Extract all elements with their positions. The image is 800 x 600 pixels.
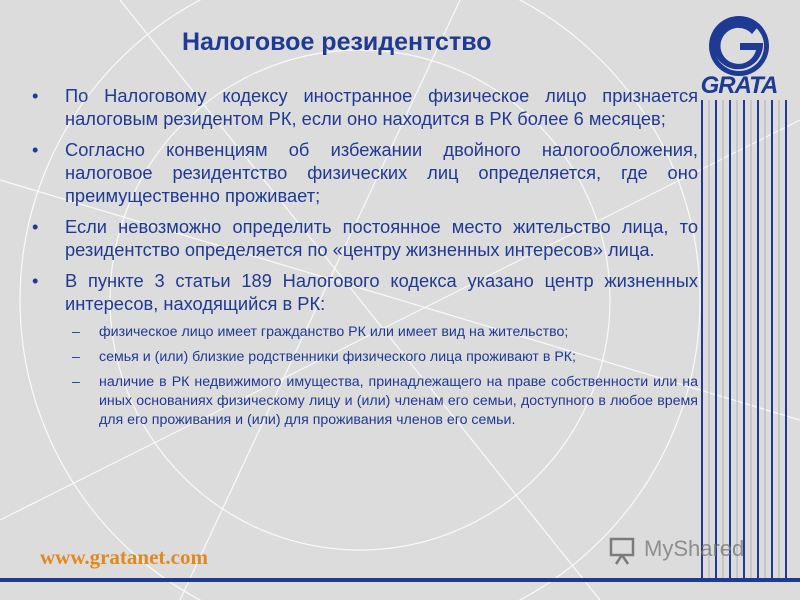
sub-bullet-mark: –	[72, 349, 80, 365]
bullet-mark: •	[32, 85, 39, 106]
footer-divider	[0, 578, 800, 582]
bullet-text: В пункте 3 статьи 189 Налогового кодекса указано центр жизненных интересов, находящийся в РК:	[65, 270, 698, 314]
bullet-text: Согласно конвенциям об избежании двойного налогообложения, налоговое резидентство физических лиц определяется, где оно преимущественно проживает;	[65, 139, 698, 206]
bullet-item	[30, 138, 698, 207]
sub-bullet-item	[72, 373, 698, 430]
bullet-item	[30, 269, 698, 315]
bullet-text: Если невозможно определить постоянное место жительство лица, то резидентство определяется по «центру жизненных интересов» лица.	[65, 216, 698, 260]
bullet-item	[30, 215, 698, 261]
sub-bullet-text: физическое лицо имеет гражданство РК или имеет вид на жительство;	[99, 324, 569, 340]
sub-bullet-text: семья и (или) близкие родственники физического лица проживают в РК;	[99, 349, 576, 365]
bullet-text: По Налоговому кодексу иностранное физическое лицо признается налоговым резидентом РК, если оно находится в РК более 6 месяцев;	[65, 85, 698, 129]
bullet-item	[30, 84, 698, 130]
watermark-text: MyShared	[644, 536, 745, 561]
sub-bullet-mark: –	[72, 324, 80, 340]
bullet-mark: •	[32, 139, 39, 160]
sub-bullet-item	[72, 348, 698, 367]
content-area	[30, 84, 698, 436]
sub-bullet-item	[72, 323, 698, 342]
bullet-mark: •	[32, 270, 39, 291]
sub-bullet-text: наличие в РК недвижимого имущества, принадлежащего на праве собственности или на иных основаниях физическому лицу и (или) членам его семьи, доступного в любое время для его проживания и (или) для проживания членов его семьи.	[99, 374, 698, 428]
presentation-icon	[608, 536, 640, 566]
bullet-mark: •	[32, 216, 39, 237]
grata-logo-text: GRATA	[700, 72, 778, 99]
page-title: Налоговое резидентство	[182, 28, 492, 56]
website-link[interactable]: www.gratanet.com	[40, 545, 208, 569]
sub-bullet-mark: –	[72, 374, 80, 390]
